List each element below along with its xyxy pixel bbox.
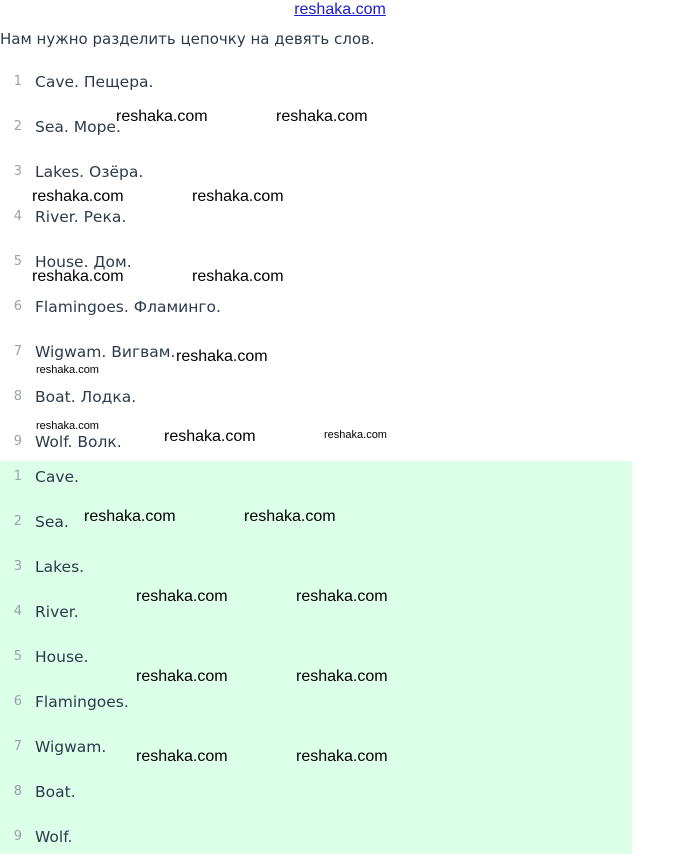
list-item-text: Sea. Море. — [35, 117, 121, 136]
list-item — [0, 284, 632, 329]
list-item-text: Sea. — [35, 512, 69, 531]
list-item-text: Wolf. — [35, 827, 73, 846]
list-item-text: River. — [35, 602, 79, 621]
list-item-text: Lakes. Озёра. — [35, 162, 144, 181]
line-number: 4 — [13, 604, 22, 619]
line-number: 1 — [13, 74, 22, 89]
watermark: reshaka.com — [32, 188, 124, 205]
watermark: reshaka.com — [84, 508, 176, 525]
line-number: 8 — [13, 389, 22, 404]
watermark: reshaka.com — [136, 588, 228, 605]
list-item-text: Flamingoes. — [35, 692, 129, 711]
line-number: 6 — [13, 299, 22, 314]
list-item — [0, 544, 632, 589]
line-number: 7 — [13, 739, 22, 754]
watermark: reshaka.com — [296, 668, 388, 685]
list-item-text: Wolf. Волк. — [35, 432, 122, 451]
watermark: reshaka.com — [276, 108, 368, 125]
watermark: reshaka.com — [116, 108, 208, 125]
list-item-text: River. Река. — [35, 207, 127, 226]
list-item — [0, 59, 632, 104]
list-item — [0, 374, 632, 419]
watermark: reshaka.com — [36, 420, 99, 432]
line-number: 1 — [13, 469, 22, 484]
list-item-text: Boat. Лодка. — [35, 387, 137, 406]
line-number: 7 — [13, 344, 22, 359]
line-number: 6 — [13, 694, 22, 709]
list-item-text: Lakes. — [35, 557, 85, 576]
watermark: reshaka.com — [32, 268, 124, 285]
list-item-text: Boat. — [35, 782, 76, 801]
watermark: reshaka.com — [296, 588, 388, 605]
line-number: 5 — [13, 649, 22, 664]
list-item — [0, 814, 632, 859]
list-item — [0, 454, 632, 499]
list-item-text: Flamingoes. Фламинго. — [35, 297, 221, 316]
watermark: reshaka.com — [136, 748, 228, 765]
line-number: 2 — [13, 514, 22, 529]
list-item-text: Cave. — [35, 467, 79, 486]
watermark: reshaka.com — [164, 428, 256, 445]
list-item — [0, 769, 632, 814]
list-item-text: Wigwam. — [35, 737, 107, 756]
list-item-text: House. — [35, 647, 89, 666]
line-number: 4 — [13, 209, 22, 224]
line-number: 3 — [13, 164, 22, 179]
watermark: reshaka.com — [192, 188, 284, 205]
list-item-text: House. Дом. — [35, 252, 132, 271]
line-number: 8 — [13, 784, 22, 799]
line-number: 9 — [13, 829, 22, 844]
line-number: 5 — [13, 254, 22, 269]
site-link[interactable]: reshaka.com — [294, 1, 386, 18]
line-number: 2 — [13, 119, 22, 134]
watermark: reshaka.com — [136, 668, 228, 685]
site-header — [0, 1, 680, 19]
line-number: 9 — [13, 434, 22, 449]
watermark: reshaka.com — [192, 268, 284, 285]
watermark: reshaka.com — [296, 748, 388, 765]
line-number: 3 — [13, 559, 22, 574]
list-item-text: Wigwam. Вигвам. — [35, 342, 176, 361]
watermark: reshaka.com — [36, 364, 99, 376]
list-item-text: Cave. Пещера. — [35, 72, 154, 91]
watermark: reshaka.com — [244, 508, 336, 525]
watermark: reshaka.com — [176, 348, 268, 365]
watermark: reshaka.com — [324, 429, 387, 441]
intro-text: Нам нужно разделить цепочку на девять слов. — [0, 30, 375, 48]
